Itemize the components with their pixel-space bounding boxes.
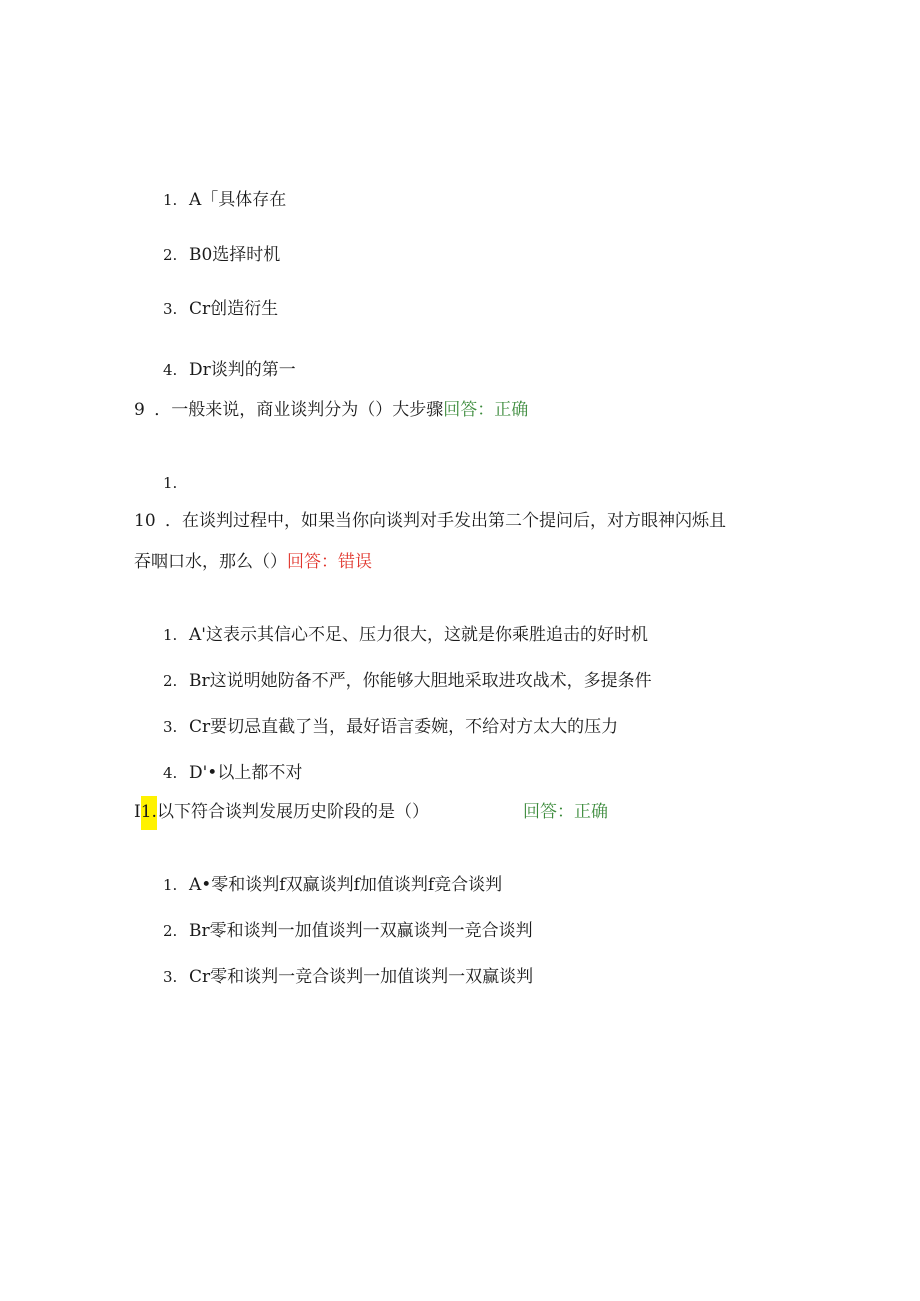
option-number: 2.	[163, 922, 178, 940]
option-number: 1.	[163, 876, 178, 894]
answer-status: 回答：正确	[443, 400, 529, 420]
question-number-prefix: I	[134, 802, 141, 822]
question-11	[134, 801, 429, 823]
list-item	[163, 716, 618, 738]
question-number-highlight: 1.	[141, 796, 157, 830]
list-item	[163, 670, 652, 692]
question-10	[134, 510, 726, 532]
question-number: 10	[134, 511, 156, 531]
option-text: Dr谈判的第一	[189, 360, 296, 380]
answer-status: 回答：错误	[287, 552, 372, 572]
option-number: 4.	[163, 361, 178, 379]
option-text: Br零和谈判一加值谈判一双赢谈判一竞合谈判	[189, 921, 533, 941]
option-number: 1.	[163, 191, 178, 209]
question-number: 9	[134, 400, 145, 420]
question-text-line2: 吞咽口水，那么（）	[134, 552, 287, 572]
option-number: 3.	[163, 968, 178, 986]
list-item	[163, 472, 189, 494]
option-number: 4.	[163, 764, 178, 782]
option-number: 1.	[163, 626, 178, 644]
answer-status: 回答：正确	[523, 802, 608, 822]
list-item	[163, 359, 296, 381]
option-number: 1.	[163, 474, 178, 492]
option-text: Br这说明她防备不严，你能够大胆地采取进攻战术，多提条件	[189, 671, 652, 691]
question-text-line1: ．在谈判过程中，如果当你向谈判对手发出第二个提问后，对方眼神闪烁且	[165, 511, 727, 531]
option-number: 2.	[163, 672, 178, 690]
list-item	[163, 874, 502, 896]
option-text: A「具体存在	[189, 190, 287, 210]
option-text: B0选择时机	[189, 245, 281, 265]
option-number: 3.	[163, 300, 178, 318]
option-text: D'•以上都不对	[189, 763, 303, 783]
option-text: Cr零和谈判一竞合谈判一加值谈判一双赢谈判	[189, 967, 534, 987]
list-item	[163, 189, 286, 211]
option-text: Cr要切忌直截了当，最好语言委婉，不给对方太大的压力	[189, 717, 619, 737]
question-10-continued	[134, 551, 372, 573]
list-item	[163, 920, 533, 942]
option-text: A'这表示其信心不足、压力很大，这就是你乘胜追击的好时机	[189, 625, 648, 645]
question-9	[134, 399, 528, 421]
list-item	[163, 624, 648, 646]
option-number: 3.	[163, 718, 178, 736]
list-item	[163, 244, 280, 266]
question-text: ．一般来说，商业谈判分为（）大步骤	[154, 400, 444, 420]
question-text: 以下符合谈判发展历史阶段的是（）	[156, 802, 429, 822]
list-item	[163, 298, 278, 320]
option-number: 2.	[163, 246, 178, 264]
list-item	[163, 762, 302, 784]
list-item	[163, 966, 533, 988]
option-text: A•零和谈判f双赢谈判f加值谈判f竞合谈判	[189, 875, 503, 895]
option-text: Cr创造衍生	[189, 299, 279, 319]
